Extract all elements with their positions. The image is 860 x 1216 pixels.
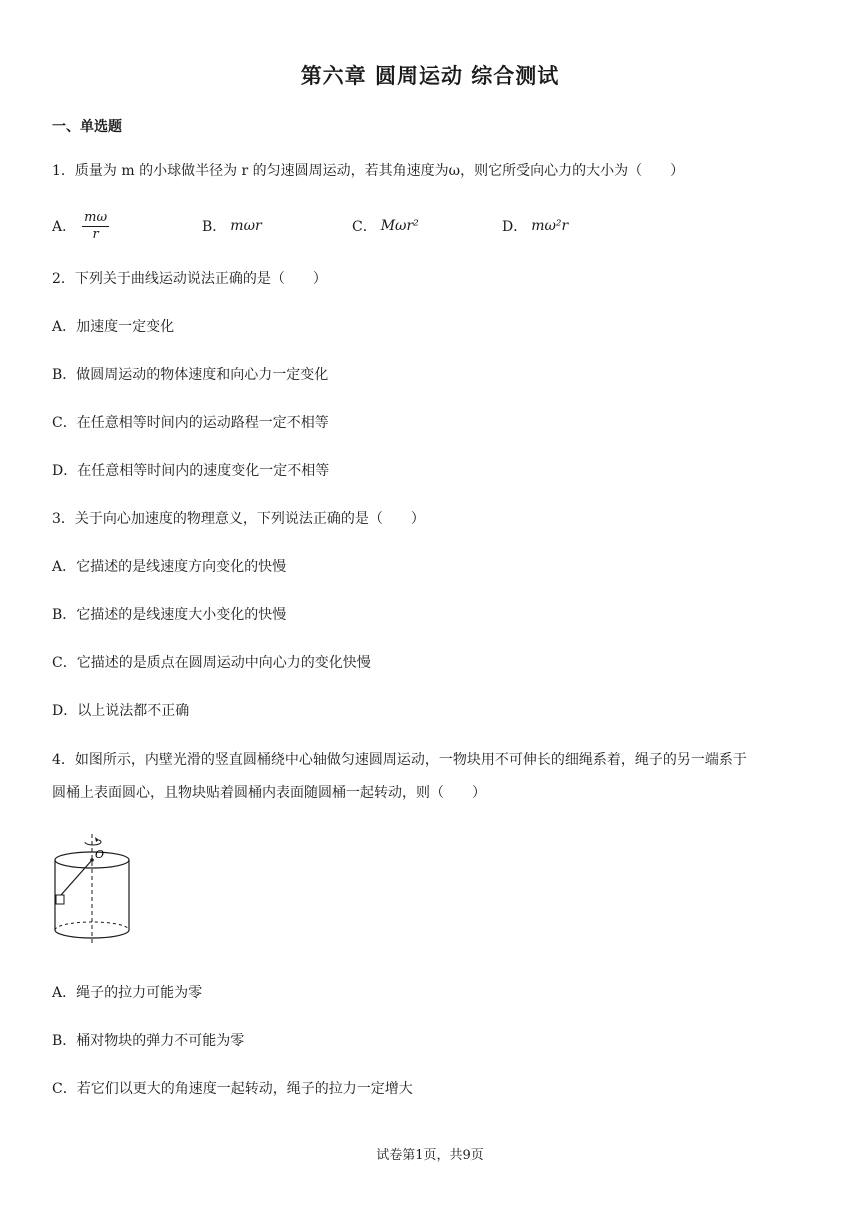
fraction xyxy=(82,210,109,243)
block xyxy=(56,895,64,904)
page-title: 第六章 圆周运动 综合测试 xyxy=(300,64,560,88)
option-formula: Mωr² xyxy=(380,218,419,234)
option-formula: mω²r xyxy=(531,218,569,234)
rotation-arrow-icon xyxy=(85,840,101,845)
page-footer: 试卷第1页，共9页 xyxy=(376,1148,484,1163)
question-1-stem: 1．质量为 m 的小球做半径为 r 的匀速圆周运动，若其角速度为ω，则它所受向心力的大小为（ ） xyxy=(52,163,685,179)
q2-option-d: D．在任意相等时间内的速度变化一定不相等 xyxy=(52,463,330,479)
section-heading: 一、单选题 xyxy=(52,119,122,135)
option-letter: D． xyxy=(502,219,528,235)
q2-option-a: A．加速度一定变化 xyxy=(52,319,175,335)
cylinder-figure xyxy=(52,832,142,947)
question-4-stem-line2: 圆桶上表面圆心，且物块贴着圆桶内表面随圆桶一起转动，则（ ） xyxy=(52,785,486,801)
q2-option-b: B．做圆周运动的物体速度和向心力一定变化 xyxy=(52,367,329,383)
center-label: O xyxy=(95,848,105,861)
q2-option-c: C．在任意相等时间内的运动路程一定不相等 xyxy=(52,415,329,431)
question-1-options xyxy=(52,206,812,246)
q4-option-a: A．绳子的拉力可能为零 xyxy=(52,985,203,1001)
question-2-stem: 2．下列关于曲线运动说法正确的是（ ） xyxy=(52,271,327,287)
q3-option-a: A．它描述的是线速度方向变化的快慢 xyxy=(52,559,287,575)
fraction-denominator: r xyxy=(92,226,99,242)
q3-option-c: C．它描述的是质点在圆周运动中向心力的变化快慢 xyxy=(52,655,371,671)
question-3-stem: 3．关于向心加速度的物理意义，下列说法正确的是（ ） xyxy=(52,511,425,527)
q1-option-a xyxy=(52,206,109,246)
question-4-stem-line1: 4．如图所示，内壁光滑的竖直圆桶绕中心轴做匀速圆周运动，一物块用不可伸长的细绳系着，绳子的另一端系于 xyxy=(52,752,747,768)
q4-option-b: B．桶对物块的弹力不可能为零 xyxy=(52,1033,245,1049)
fraction-numerator: mω xyxy=(84,209,108,225)
q4-option-c: C．若它们以更大的角速度一起转动，绳子的拉力一定增大 xyxy=(52,1081,413,1097)
option-letter: B． xyxy=(202,219,227,235)
option-letter: A． xyxy=(52,219,77,235)
q3-option-b: B．它描述的是线速度大小变化的快慢 xyxy=(52,607,287,623)
option-letter: C． xyxy=(352,219,377,235)
q1-option-d xyxy=(502,206,568,246)
q3-option-d: D．以上说法都不正确 xyxy=(52,703,190,719)
q1-option-c xyxy=(352,206,419,246)
option-formula: mωr xyxy=(230,218,262,234)
q1-option-b xyxy=(202,206,262,246)
